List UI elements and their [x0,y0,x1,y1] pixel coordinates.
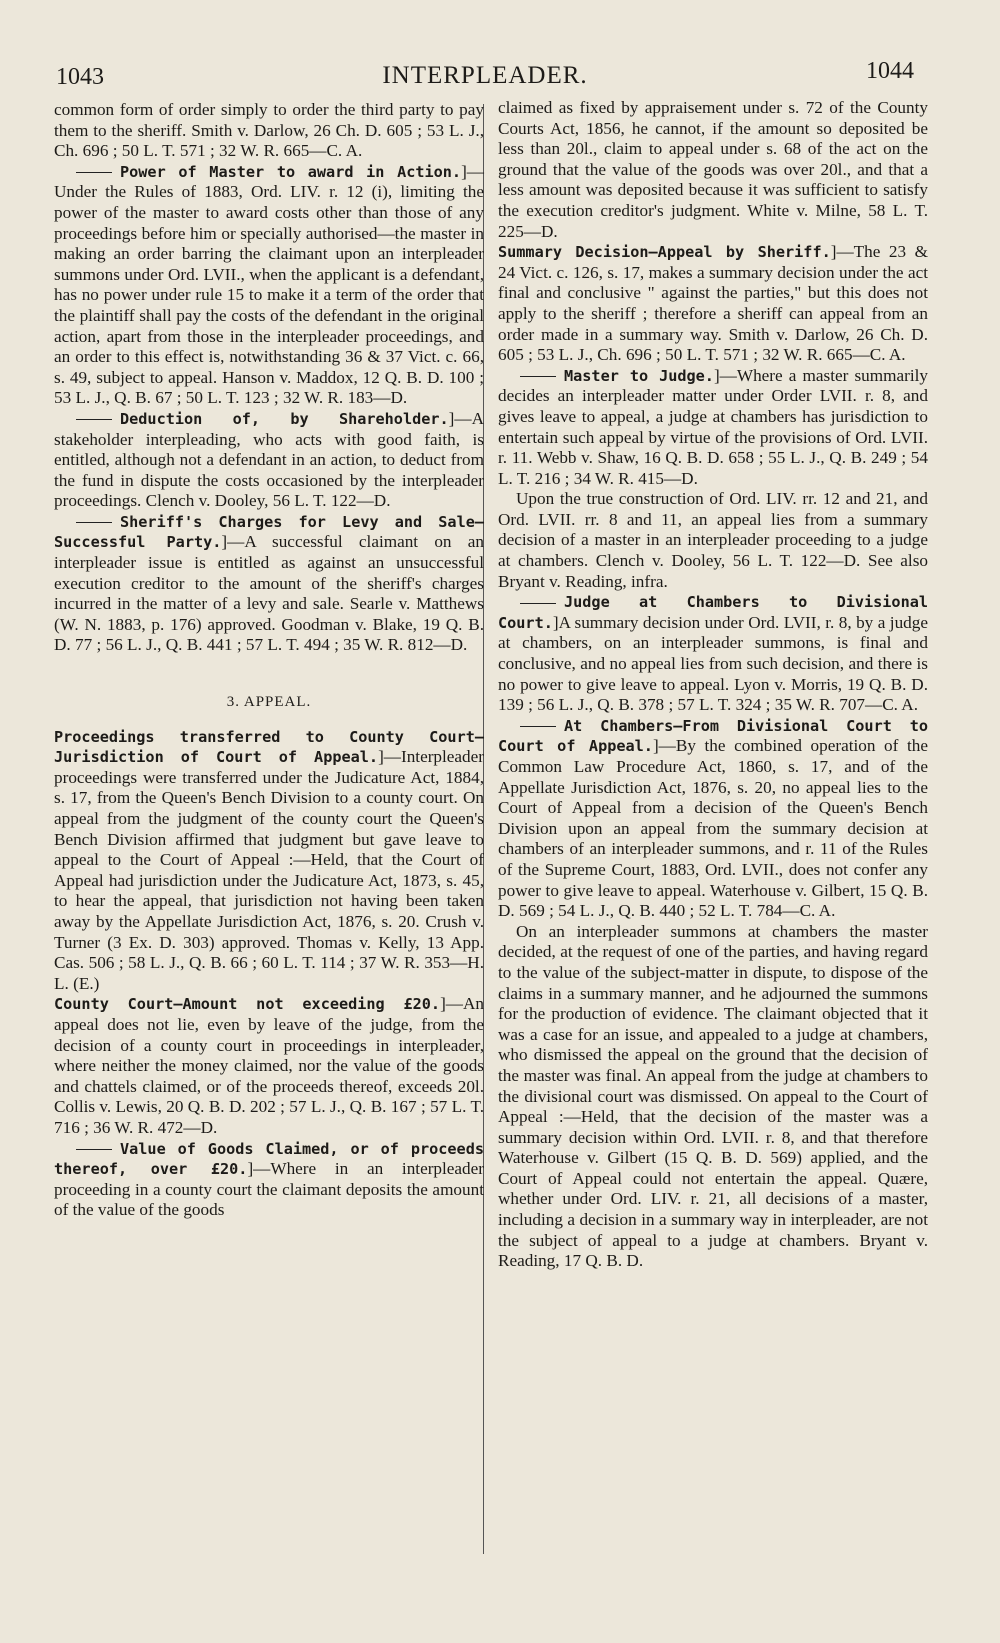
entry-text: ]—By the combined operation of the Common Law Procedure Act, 1860, s. 17, and of the Appellate Jurisdiction Act, 1876, s. 20, no appeal lies to the Court of Appeal from a decision of the Queen's Bench Division upon an appeal from the summary decision at chambers of an interpleader summons, and r. 11 of the Rules of the Supreme Court, 1883, Ord. LVII., does not confer any power to give leave to appeal. Waterhouse v. Gilbert, 15 Q. B. D. 569 ; 54 L. J., Q. B. 440 ; 52 L. T. 784—C. A. [498,736,928,921]
dash-rule [76,522,112,523]
entry-text: ]—An appeal does not lie, even by leave of the judge, from the decision of a county court in proceedings in interpleader, where neither the money claimed, nor the value of the goods and chattels claimed, or of the proceeds thereof, exceeds 20l. Collis v. Lewis, 20 Q. B. D. 202 ; 57 L. J., Q. B. 167 ; 57 L. T. 716 ; 36 W. R. 472—D. [54,994,484,1137]
entry-text: ]—Where a master summarily decides an interpleader matter under Order LVII. r. 8, and gives leave to appeal, a judge at chambers has jurisdiction to entertain such appeal by virtue of the provisions of Ord. LVII. r. 11. Webb v. Shaw, 16 Q. B. D. 658 ; 55 L. J., Q. B. 249 ; 54 L. T. 216 ; 34 W. R. 415—D. [498,365,928,488]
dash-rule [520,603,556,604]
paragraph [54,1139,484,1221]
running-title: INTERPLEADER. [382,62,588,89]
right-column [498,98,928,1272]
section-title: 3. APPEAL. [226,694,312,711]
entry-heading: County Court—Amount not exceeding £20. [54,995,441,1014]
entry-heading: Summary Decision—Appeal by Sheriff. [498,243,831,262]
page-number-left: 1043 [56,64,104,90]
entry-text: ]—Interpleader proceedings were transferred under the Judicature Act, 1884, s. 17, from the Queen's Bench Division to a county court. On appeal from the judgment of the county court the Queen's Bench Division affirmed that judgment but gave leave to appeal to the Court of Appeal :—Held, that the Court of Appeal had jurisdiction under the Judicature Act, 1873, s. 45, to hear the appeal, that jurisdiction not having been taken away by the Appellate Jurisdiction Act, 1876, s. 20. Crush v. Turner (3 Ex. D. 303) approved. Thomas v. Kelly, 13 App. Cas. 506 ; 58 L. J., Q. B. 66 ; 60 L. T. 114 ; 37 W. R. 353—H. L. (E.) [54,747,484,993]
paragraph [498,366,928,490]
page-header [56,58,914,92]
paragraph [54,727,484,995]
paragraph [54,994,484,1138]
paragraph [54,162,484,409]
entry-text: ]—A stakeholder interpleading, who acts with good faith, is entitled, although not a defendant in an action, to deduct from the fund in dispute the costs occasioned by the interpleader proceedings. Clench v. Dooley, 56 L. T. 122—D. [54,408,484,511]
entry-heading: Deduction of, by Shareholder. [120,409,449,428]
dash-rule [76,1149,112,1150]
entry-heading: Power of Master to award in Action. [120,162,462,181]
entry-text: ]—A successful claimant on an interpleader issue is entitled as against an unsuccessful execution creditor to the amount of the sheriff's charges incurred in the matter of a levy and sale. Searle v. Matthews (W. N. 1883, p. 176) approved. Goodman v. Blake, 19 Q. B. D. 77 ; 56 L. J., Q. B. 441 ; 57 L. T. 494 ; 35 W. R. 812—D. [54,532,484,655]
entry-text: ]—Where in an interpleader proceeding in a county court the claimant deposits the amount of the value of the goods [54,1159,484,1220]
paragraph: On an interpleader summons at chambers the master decided, at the request of one of the parties, and having regard to the value of the subject-matter in dispute, to dispose of the claims in a summary manner, and he adjourned the summons for the production of evidence. The claimant objected that it was a case for an issue, and appealed to a judge at chambers, who dismissed the appeal on the ground that the decision of the master was final. An appeal from the judge at chambers to the divisional court was dismissed. On appeal to the Court of Appeal :—Held, that the decision of the master was a summary decision within Ord. LVII. r. 8, and that therefore Waterhouse v. Gilbert (15 Q. B. D. 569) applied, and the Court of Appeal could not entertain the appeal. Quære, whether under Ord. LIV. r. 21, all decisions of a master, including a decision in a summary way in interpleader, are not the subject of appeal to a judge at chambers. Bryant v. Reading, 17 Q. B. D. [498,921,928,1271]
paragraph [54,409,484,512]
paragraph: common form of order simply to order the third party to pay them to the sheriff. Smith v. Darlow, 26 Ch. D. 605 ; 53 L. J., Ch. 696 ; 50 L. T. 571 ; 32 W. R. 665—C. A. [54,100,484,161]
paragraph: claimed as fixed by appraisement under s. 72 of the County Courts Act, 1856, he cannot, if the amount so deposited be less than 20l., claim to appeal under s. 68 of the act on the ground that the value of the goods was over 20l., and that a less amount was deposited because it was sufficient to satisfy the execution creditor's judgment. White v. Milne, 58 L. T. 225—D. [498,98,928,241]
dash-rule [76,172,112,173]
paragraph [498,242,928,366]
entry-text: ]—The 23 & 24 Vict. c. 126, s. 17, makes a summary decision under the act final and conclusive " against the parties," but this does not apply to the sheriff ; therefore a sheriff can appeal from an order made in a summary way. Smith v. Darlow, 26 Ch. D. 605 ; 53 L. J., Ch. 696 ; 50 L. T. 571 ; 32 W. R. 665—C. A. [498,242,928,365]
entry-heading: At Chambers—From Divisional Court to Court of Appeal. [498,716,928,756]
dash-rule [520,726,556,727]
paragraph [498,592,928,716]
entry-text: ]A summary decision under Ord. LVII, r. 8, by a judge at chambers, on an interpleader summons, is final and conclusive, and no appeal lies from such decision, and there is no power to give leave to appeal. Lyon v. Morris, 19 Q. B. D. 139 ; 56 L. J., Q. B. 378 ; 57 L. T. 324 ; 35 W. R. 707—C. A. [498,612,928,715]
entry-text: ]—Under the Rules of 1883, Ord. LIV. r. 12 (i), limiting the power of the master to award costs other than those of any proceedings before him or specially authorised—the master in making an order barring the claimant upon an interpleader summons under Ord. LVII., when the applicant is a defendant, has no power under rule 15 to make it a term of the order that the plaintiff shall pay the costs of the defendant in the original action, apart from those in the interpleader proceedings, and an order to this effect is, notwithstanding 36 & 37 Vict. c. 66, s. 49, subject to appeal. Hanson v. Maddox, 12 Q. B. D. 100 ; 53 L. J., Q. B. 67 ; 50 L. T. 123 ; 32 W. R. 183—D. [54,161,484,408]
entry-heading: Sheriff's Charges for Levy and Sale—Successful Party. [54,512,484,552]
left-column [54,100,484,1221]
entry-heading: Judge at Chambers to Divisional Court. [498,593,928,632]
dash-rule [520,376,556,377]
paragraph [498,716,928,922]
entry-heading: Proceedings transferred to County Court—Jurisdiction of Court of Appeal. [54,727,484,767]
paragraph [54,512,484,656]
entry-heading: Value of Goods Claimed, or of proceeds thereof, over £20. [54,1139,484,1179]
paragraph: Upon the true construction of Ord. LIV. rr. 12 and 21, and Ord. LVII. rr. 8 and 11, an appeal lies from a summary decision of a master in an interpleader proceeding to a judge at chambers. Clench v. Dooley, 56 L. T. 122—D. See also Bryant v. Reading, infra. [498,489,928,591]
dash-rule [76,419,112,420]
entry-heading: Master to Judge. [564,366,714,385]
page-number-right: 1044 [866,58,914,84]
